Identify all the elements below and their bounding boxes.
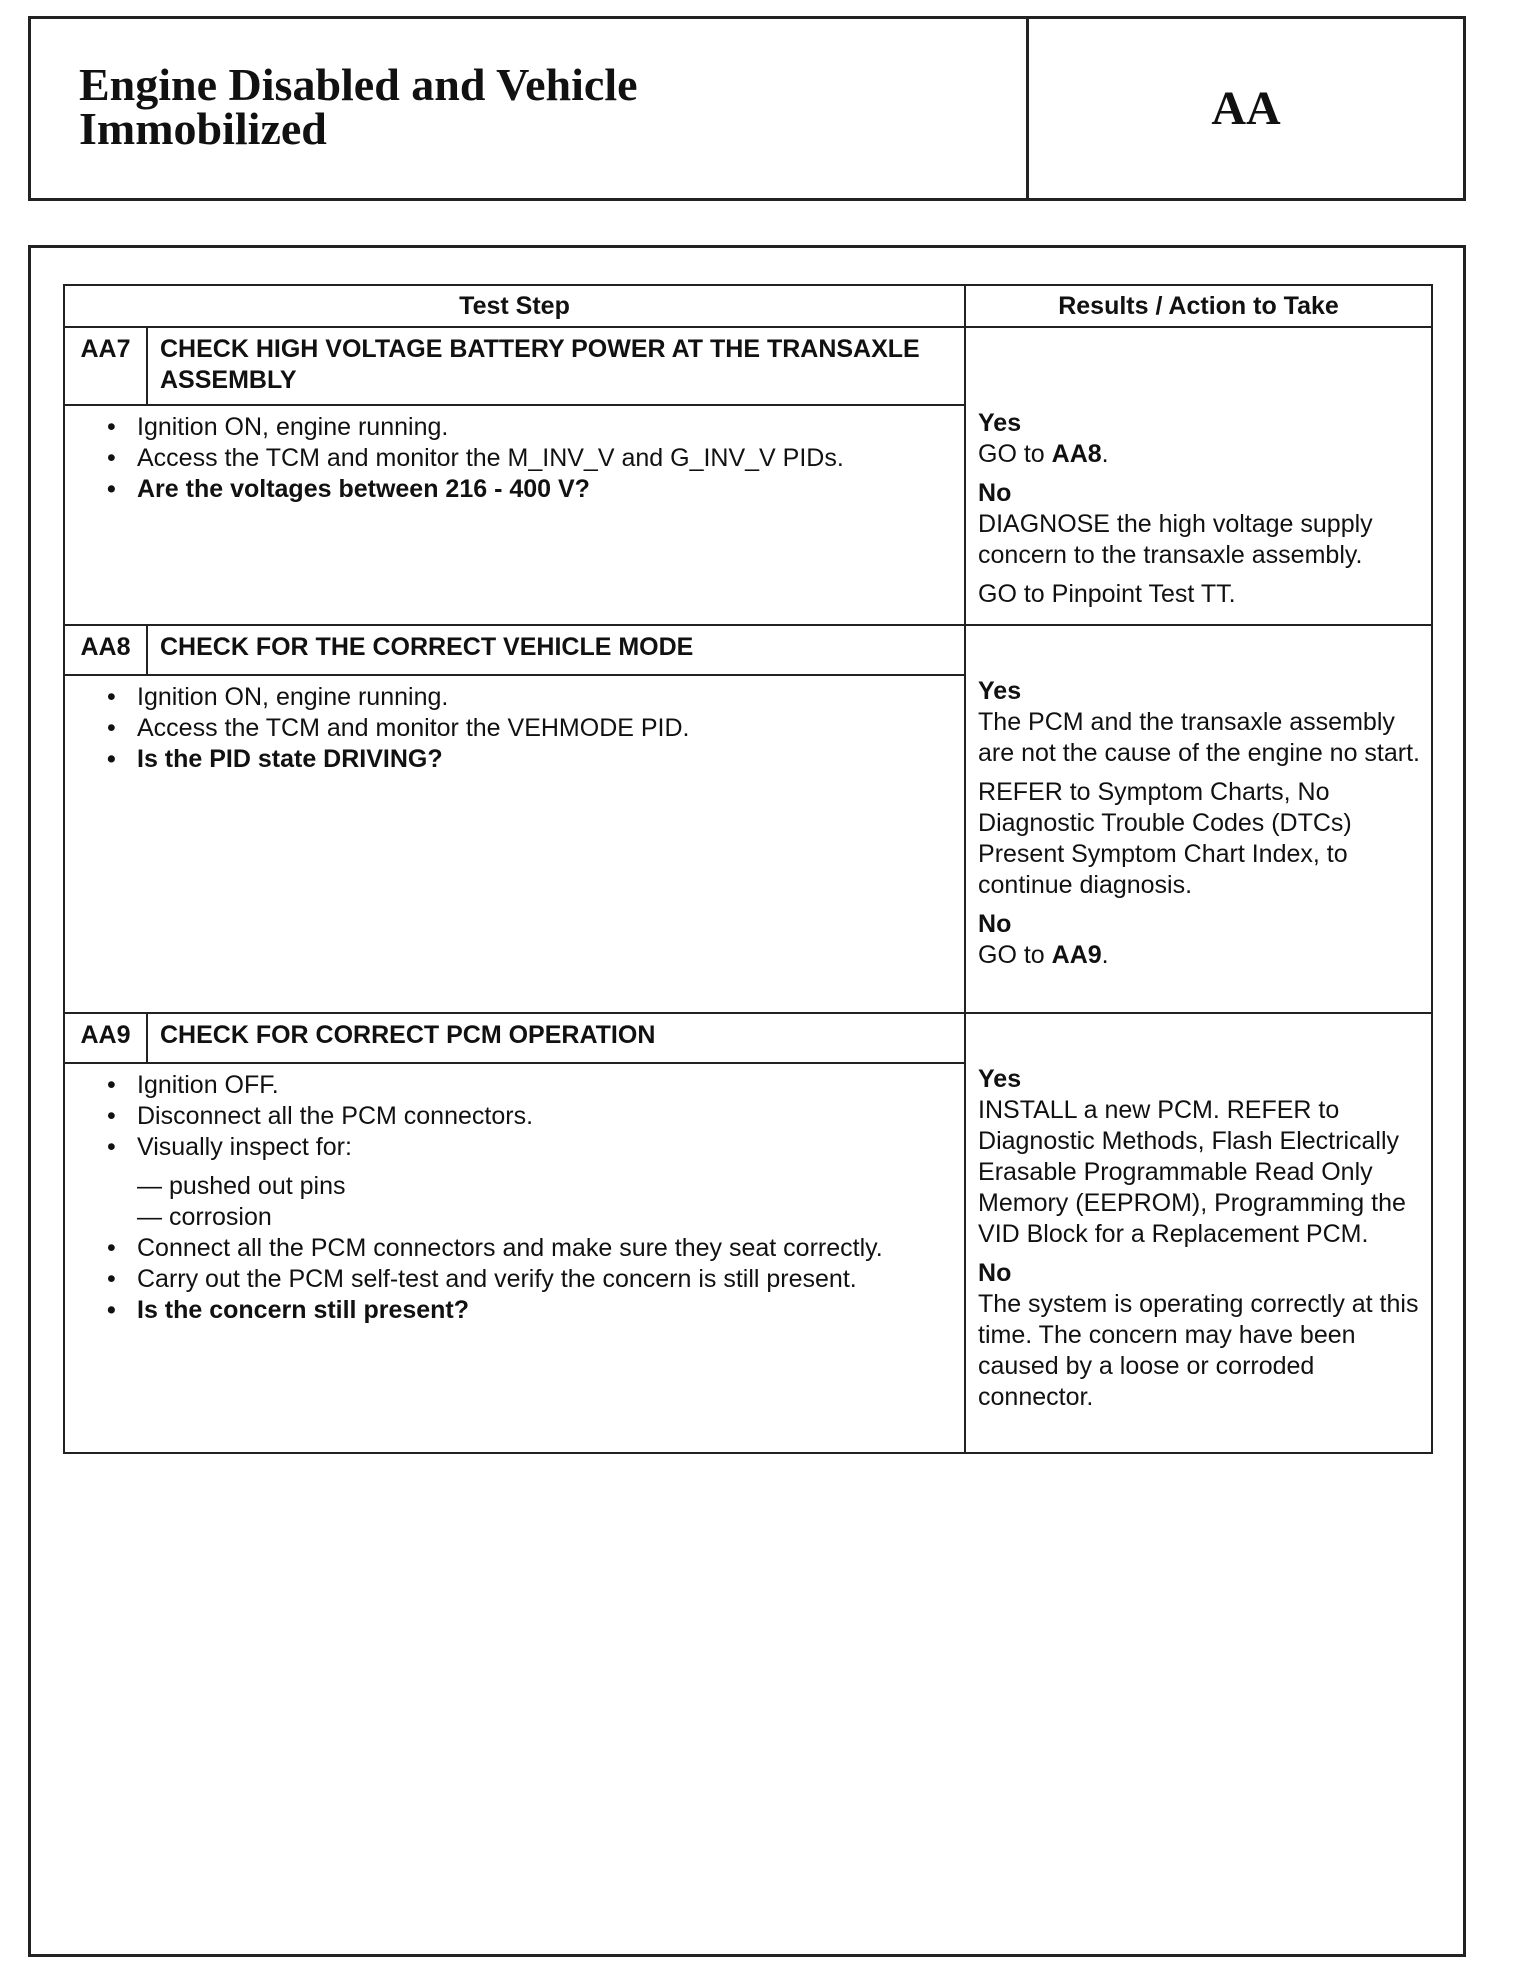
column-header-results: Results / Action to Take xyxy=(965,285,1432,327)
step-title-aa8: CHECK FOR THE CORRECT VEHICLE MODE xyxy=(147,625,965,675)
column-header-test-step: Test Step xyxy=(64,285,965,327)
yes-prefix-aa7: GO to xyxy=(978,440,1052,468)
step-question-aa8: • Is the PID state DRIVING? xyxy=(107,745,443,773)
yes-text1-aa9: INSTALL a new PCM. REFER to Diagnostic Methods, Flash Electrically Erasable Programmable Read Only Memory (EEPROM), Programming the VID Block for a Replacement PCM. xyxy=(978,1096,1406,1248)
step-results-aa9 xyxy=(965,1013,1432,1453)
list-item: • Disconnect all the PCM connectors. xyxy=(107,1102,534,1130)
step-id-aa9: AA9 xyxy=(64,1013,147,1063)
no-text2-aa7: GO to Pinpoint Test TT. xyxy=(978,580,1236,608)
step-body-aa9 xyxy=(64,1063,965,1453)
step-results-aa8: Yes The PCM and the transaxle assembly are not the cause of the engine no start. REFER to Symptom Charts, No Diagnostic Trouble Codes (DTCs) Present Symptom Chart Index, to continue diagnosis. No GO to AA9. xyxy=(965,625,1432,1013)
yes-label-aa8: Yes xyxy=(978,677,1022,705)
list-item: • Ignition ON, engine running. xyxy=(107,413,449,442)
step-body-aa8 xyxy=(64,675,965,1013)
step-title-row-aa7 xyxy=(64,327,1432,405)
page-title xyxy=(31,19,1029,198)
yes-label-aa7: Yes xyxy=(978,409,1022,437)
yes-target-aa7[interactable]: AA8 xyxy=(1051,440,1102,468)
no-text1-aa7: DIAGNOSE the high voltage supply concern to the transaxle assembly. xyxy=(978,510,1373,569)
step-title-row-aa9 xyxy=(64,1013,1432,1063)
page-title-line1: Engine Disabled and Vehicle xyxy=(79,59,638,110)
step-question-aa9: • Is the concern still present? xyxy=(107,1296,470,1324)
no-text1-aa9: The system is operating correctly at this time. The concern may have been caused by a loose or corroded connector. xyxy=(978,1290,1419,1411)
list-item: • Access the TCM and monitor the VEHMODE PID. xyxy=(107,714,690,742)
step-id-aa7: AA7 xyxy=(64,327,147,405)
step-title-aa7: CHECK HIGH VOLTAGE BATTERY POWER AT THE TRANSAXLE ASSEMBLY xyxy=(147,327,965,405)
list-item: • Carry out the PCM self-test and verify the concern is still present. xyxy=(107,1265,857,1293)
list-item: • Visually inspect for: — pushed out pins — corrosion xyxy=(107,1132,954,1233)
no-prefix-aa8: GO to xyxy=(978,941,1052,969)
no-label-aa8: No xyxy=(978,910,1012,938)
page-header xyxy=(28,16,1466,201)
step-question-aa7: • Are the voltages between 216 - 400 V? xyxy=(107,475,590,504)
yes-text2-aa8: REFER to Symptom Charts, No Diagnostic Trouble Codes (DTCs) Present Symptom Chart Index, to continue diagnosis. xyxy=(978,778,1352,899)
list-item: • Ignition OFF. xyxy=(107,1071,279,1099)
no-target-aa8[interactable]: AA9 xyxy=(1051,941,1102,969)
sub-item: — corrosion xyxy=(137,1203,272,1231)
step-title-aa9: CHECK FOR CORRECT PCM OPERATION xyxy=(147,1013,965,1063)
list-item: • Access the TCM and monitor the M_INV_V and G_INV_V PIDs. xyxy=(107,444,844,473)
section-code: AA xyxy=(1211,82,1281,135)
list-item: • Connect all the PCM connectors and make sure they seat correctly. xyxy=(107,1234,883,1262)
page-title-line2: Immobilized xyxy=(79,103,327,154)
sub-item: — pushed out pins xyxy=(137,1172,346,1200)
test-step-table xyxy=(63,284,1433,1454)
list-item: • Ignition ON, engine running. xyxy=(107,683,449,711)
step-title-row-aa8 xyxy=(64,625,1432,675)
yes-label-aa9: Yes xyxy=(978,1065,1022,1093)
content-panel xyxy=(28,245,1466,1957)
step-body-aa7 xyxy=(64,405,965,625)
step-results-aa7: Yes GO to AA8. No DIAGNOSE the high voltage supply concern to the transaxle assembly. GO to Pinpoint Test TT. xyxy=(965,327,1432,625)
no-label-aa7: No xyxy=(978,479,1012,507)
table-header-row xyxy=(64,285,1432,327)
step-id-aa8: AA8 xyxy=(64,625,147,675)
no-label-aa9: No xyxy=(978,1259,1012,1287)
yes-text1-aa8: The PCM and the transaxle assembly are not the cause of the engine no start. xyxy=(978,708,1420,767)
